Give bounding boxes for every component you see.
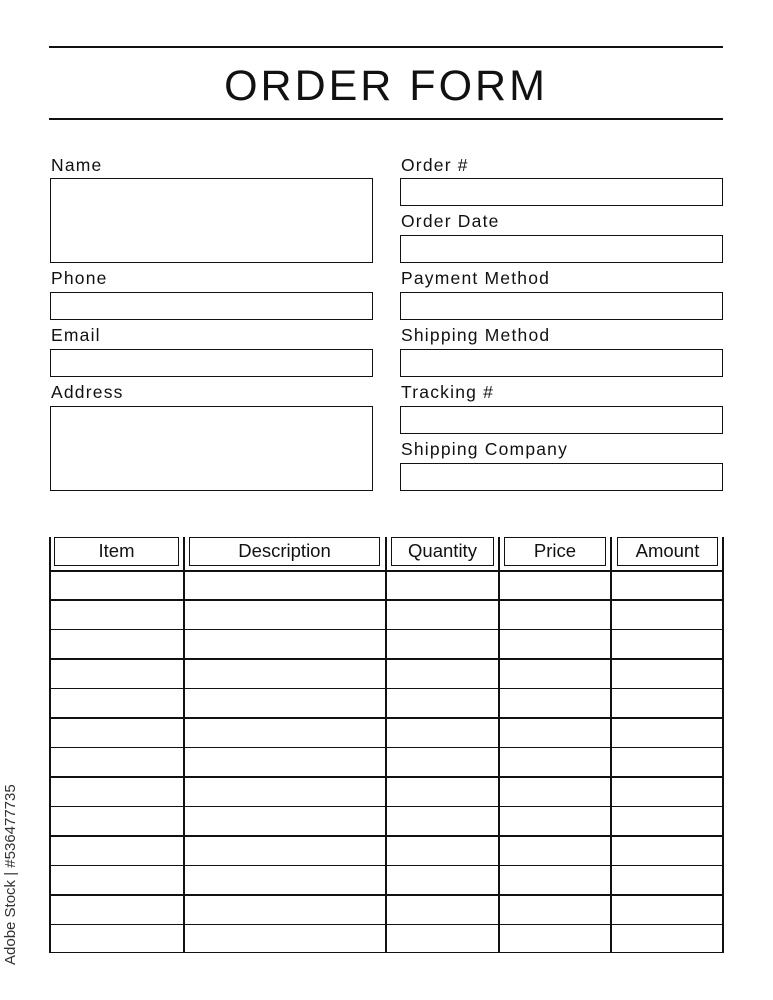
table-cell[interactable] (185, 601, 384, 627)
table-cell[interactable] (500, 837, 609, 863)
table-cell[interactable] (612, 837, 721, 863)
table-cell[interactable] (51, 572, 182, 598)
table-cell[interactable] (612, 601, 721, 627)
table-cell[interactable] (185, 867, 384, 893)
table-cell[interactable] (185, 749, 384, 775)
table-cell[interactable] (387, 808, 497, 834)
table-cell[interactable] (185, 926, 384, 952)
table-cell[interactable] (185, 690, 384, 716)
table-cell[interactable] (500, 749, 609, 775)
shipping-company-label: Shipping Company (401, 439, 569, 459)
column-header-price: Price (504, 537, 606, 566)
table-cell[interactable] (500, 690, 609, 716)
name-label: Name (51, 155, 103, 175)
table-cell[interactable] (185, 719, 384, 745)
order-date-label: Order Date (401, 211, 500, 231)
email-label: Email (51, 325, 101, 345)
table-cell[interactable] (51, 749, 182, 775)
table-cell[interactable] (612, 808, 721, 834)
shipping-method-label: Shipping Method (401, 325, 551, 345)
table-cell[interactable] (51, 896, 182, 922)
table-cell[interactable] (51, 926, 182, 952)
order-date-field[interactable] (400, 235, 723, 263)
table-cell[interactable] (185, 778, 384, 804)
address-field[interactable] (50, 406, 373, 491)
table-cell[interactable] (387, 719, 497, 745)
table-cell[interactable] (500, 631, 609, 657)
table-cell[interactable] (185, 837, 384, 863)
page-title: ORDER FORM (224, 62, 548, 110)
table-cell[interactable] (500, 660, 609, 686)
column-header-amount: Amount (617, 537, 718, 566)
table-cell[interactable] (500, 572, 609, 598)
table-cell[interactable] (612, 867, 721, 893)
table-cell[interactable] (612, 926, 721, 952)
table-cell[interactable] (612, 572, 721, 598)
table-cell[interactable] (185, 631, 384, 657)
items-table (49, 537, 723, 953)
table-cell[interactable] (612, 778, 721, 804)
column-header-description: Description (189, 537, 380, 566)
stock-watermark-id: Adobe Stock | #536477735 (2, 784, 19, 965)
table-cell[interactable] (51, 631, 182, 657)
table-cell[interactable] (387, 690, 497, 716)
shipping-method-field[interactable] (400, 349, 723, 377)
address-label: Address (51, 382, 124, 402)
table-cell[interactable] (185, 572, 384, 598)
table-cell[interactable] (387, 660, 497, 686)
tracking-number-field[interactable] (400, 406, 723, 434)
table-cell[interactable] (387, 778, 497, 804)
table-cell[interactable] (612, 660, 721, 686)
table-cell[interactable] (387, 631, 497, 657)
table-cell[interactable] (612, 719, 721, 745)
table-cell[interactable] (612, 690, 721, 716)
table-cell[interactable] (612, 896, 721, 922)
table-cell[interactable] (500, 601, 609, 627)
table-cell[interactable] (387, 896, 497, 922)
table-cell[interactable] (500, 896, 609, 922)
title-bottom-rule (49, 118, 723, 120)
table-cell[interactable] (387, 867, 497, 893)
table-cell[interactable] (185, 808, 384, 834)
phone-label: Phone (51, 268, 108, 288)
shipping-company-field[interactable] (400, 463, 723, 491)
tracking-number-label: Tracking # (401, 382, 495, 402)
table-cell[interactable] (51, 601, 182, 627)
table-cell[interactable] (387, 749, 497, 775)
table-cell[interactable] (51, 660, 182, 686)
table-cell[interactable] (51, 719, 182, 745)
payment-method-label: Payment Method (401, 268, 551, 288)
table-cell[interactable] (387, 601, 497, 627)
title-top-rule (49, 46, 723, 48)
payment-method-field[interactable] (400, 292, 723, 320)
table-cell[interactable] (500, 808, 609, 834)
table-cell[interactable] (185, 896, 384, 922)
table-cell[interactable] (387, 572, 497, 598)
table-cell[interactable] (185, 660, 384, 686)
table-cell[interactable] (51, 837, 182, 863)
table-cell[interactable] (51, 808, 182, 834)
column-header-item: Item (54, 537, 179, 566)
table-cell[interactable] (500, 867, 609, 893)
table-cell[interactable] (612, 749, 721, 775)
order-number-label: Order # (401, 155, 469, 175)
table-cell[interactable] (51, 867, 182, 893)
table-cell[interactable] (500, 778, 609, 804)
table-cell[interactable] (51, 778, 182, 804)
column-header-quantity: Quantity (391, 537, 494, 566)
table-cell[interactable] (387, 926, 497, 952)
table-cell[interactable] (612, 631, 721, 657)
table-cell[interactable] (387, 837, 497, 863)
table-cell[interactable] (500, 926, 609, 952)
phone-field[interactable] (50, 292, 373, 320)
email-field[interactable] (50, 349, 373, 377)
table-cell[interactable] (500, 719, 609, 745)
table-cell[interactable] (51, 690, 182, 716)
name-field[interactable] (50, 178, 373, 263)
order-number-field[interactable] (400, 178, 723, 206)
